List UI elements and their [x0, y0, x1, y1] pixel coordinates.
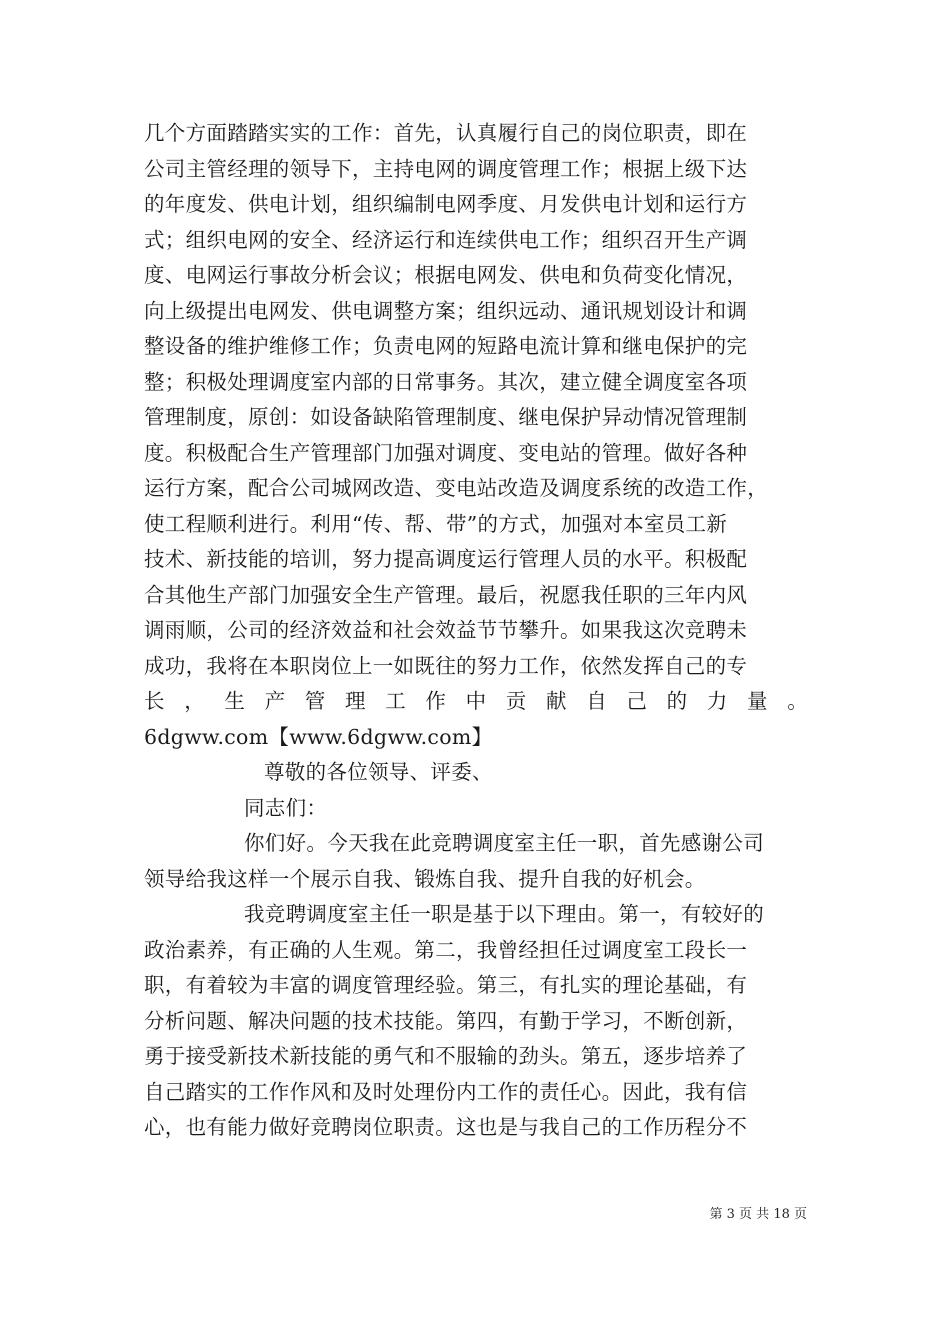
text-line: 式；组织电网的安全、经济运行和连续供电工作；组织召开生产调 — [144, 227, 748, 252]
website-line: 6dgww.com【www.6dgww.com】 — [144, 724, 493, 749]
text-line: 合其他生产部门加强安全生产管理。最后，祝愿我任职的三年内风 — [144, 582, 748, 607]
text-line-spread: 长 ， 生 产 管 理 工 作 中 贡 献 自 己 的 力 量 。 — [144, 689, 808, 713]
text-line: 使工程顺利进行。利用“传、帮、带”的方式，加强对本室员工新 — [144, 511, 728, 536]
text-line: 度。积极配合生产管理部门加强对调度、变电站的管理。做好各种 — [144, 440, 748, 465]
text-line: 调雨顺，公司的经济效益和社会效益节节攀升。如果我这次竞聘未 — [144, 618, 748, 642]
text-line: 勇于接受新技术新技能的勇气和不服输的劲头。第五，逐步培养了 — [144, 1044, 748, 1068]
text-line: 整；积极处理调度室内部的日常事务。其次，建立健全调度室各项 — [144, 369, 748, 394]
text-line: 自己踏实的工作作风和及时处理份内工作的责任心。因此，我有信 — [144, 1079, 748, 1104]
document-body — [144, 116, 808, 1146]
text-line: 的年度发、供电计划，组织编制电网季度、月发供电计划和运行方 — [144, 192, 748, 216]
text-line: 我竞聘调度室主任一职是基于以下理由。第一，有较好的 — [244, 902, 764, 926]
text-line: 公司主管经理的领导下，主持电网的调度管理工作；根据上级下达 — [144, 156, 748, 181]
text-line: 心，也有能力做好竞聘岗位职责。这也是与我自己的工作历程分不 — [144, 1115, 748, 1139]
text-line: 几个方面踏踏实实的工作：首先，认真履行自己的岗位职责，即在 — [144, 121, 748, 145]
text-line: 向上级提出电网发、供电调整方案；组织远动、通讯规划设计和调 — [144, 298, 748, 323]
text-line: 政治素养，有正确的人生观。第二，我曾经担任过调度室工段长一 — [144, 937, 748, 962]
salutation-line: 同志们： — [244, 795, 328, 820]
text-line: 整设备的维护维修工作；负责电网的短路电流计算和继电保护的完 — [144, 334, 748, 358]
text-line: 管理制度，原创：如设备缺陷管理制度、继电保护异动情况管理制 — [144, 405, 748, 429]
page-number-footer: 第 3 页 共 18 页 — [709, 1207, 807, 1222]
text-line: 运行方案，配合公司城网改造、变电站改造及调度系统的改造工作， — [144, 476, 768, 500]
text-line: 领导给我这样一个展示自我、锻炼自我、提升自我的好机会。 — [144, 866, 706, 891]
text-line: 成功，我将在本职岗位上一如既往的努力工作，依然发挥自己的专 — [144, 653, 748, 678]
text-line: 分析问题、解决问题的技术技能。第四，有勤于学习，不断创新， — [144, 1008, 748, 1033]
text-line: 度、电网运行事故分析会议；根据电网发、供电和负荷变化情况， — [144, 263, 748, 287]
text-line: 你们好。今天我在此竞聘调度室主任一职，首先感谢公司 — [244, 831, 764, 855]
text-line: 职，有着较为丰富的调度管理经验。第三，有扎实的理论基础，有 — [144, 973, 748, 997]
text-line: 技术、新技能的培训，努力提高调度运行管理人员的水平。积极配 — [144, 547, 748, 571]
greeting-line: 尊敬的各位领导、评委、 — [264, 760, 493, 784]
